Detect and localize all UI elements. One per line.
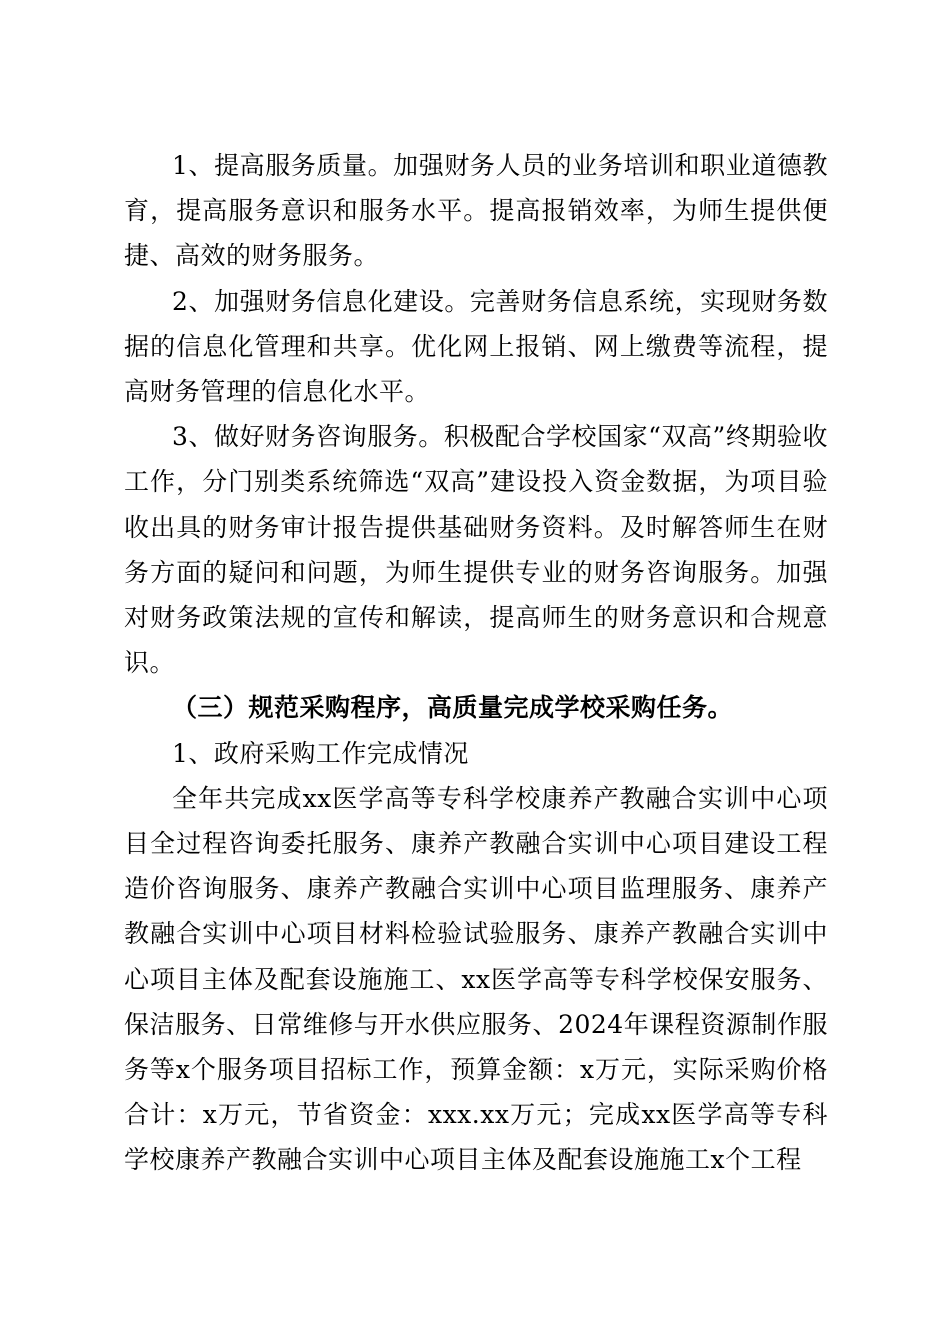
document-body xyxy=(124,143,828,1183)
paragraph-service-quality: 1、提高服务质量。加强财务人员的业务培训和职业道德教育，提高服务意识和服务水平。提高报销效率，为师生提供便捷、高效的财务服务。 xyxy=(124,151,828,271)
section-heading-procurement: （三）规范采购程序，高质量完成学校采购任务。 xyxy=(172,693,734,723)
paragraph-finance-informatization: 2、加强财务信息化建设。完善财务信息系统，实现财务数据的信息化管理和共享。优化网上报销、网上缴费等流程，提高财务管理的信息化水平。 xyxy=(124,286,828,407)
paragraph-procurement-summary: 全年共完成xx医学高等专科学校康养产教融合实训中心项目全过程咨询委托服务、康养产教融合实训中心项目建设工程造价咨询服务、康养产教融合实训中心项目监理服务、康养产教融合实训中心项目材料检验试验服务、康养产教融合实训中心项目主体及配套设施施工、xx医学高等专科学校保安服务、保洁服务、日常维修与开水供应服务、2024年课程资源制作服务等x个服务项目招标工作，预算金额：x万元，实际采购价格合计：x万元，节省资金：xxx.xx万元；完成xx医学高等专科学校康养产教融合实训中心项目主体及配套设施施工x个工程 xyxy=(124,783,828,1175)
paragraph-finance-consulting: 3、做好财务咨询服务。积极配合学校国家“双高”终期验收工作，分门别类系统筛选“双高”建设投入资金数据，为项目验收出具的财务审计报告提供基础财务资料。及时解答师生在财务方面的疑问和问题，为师生提供专业的财务咨询服务。加强对财务政策法规的宣传和解读，提高师生的财务意识和合规意识。 xyxy=(124,422,828,678)
subheading-government-procurement: 1、政府采购工作完成情况 xyxy=(172,738,469,768)
